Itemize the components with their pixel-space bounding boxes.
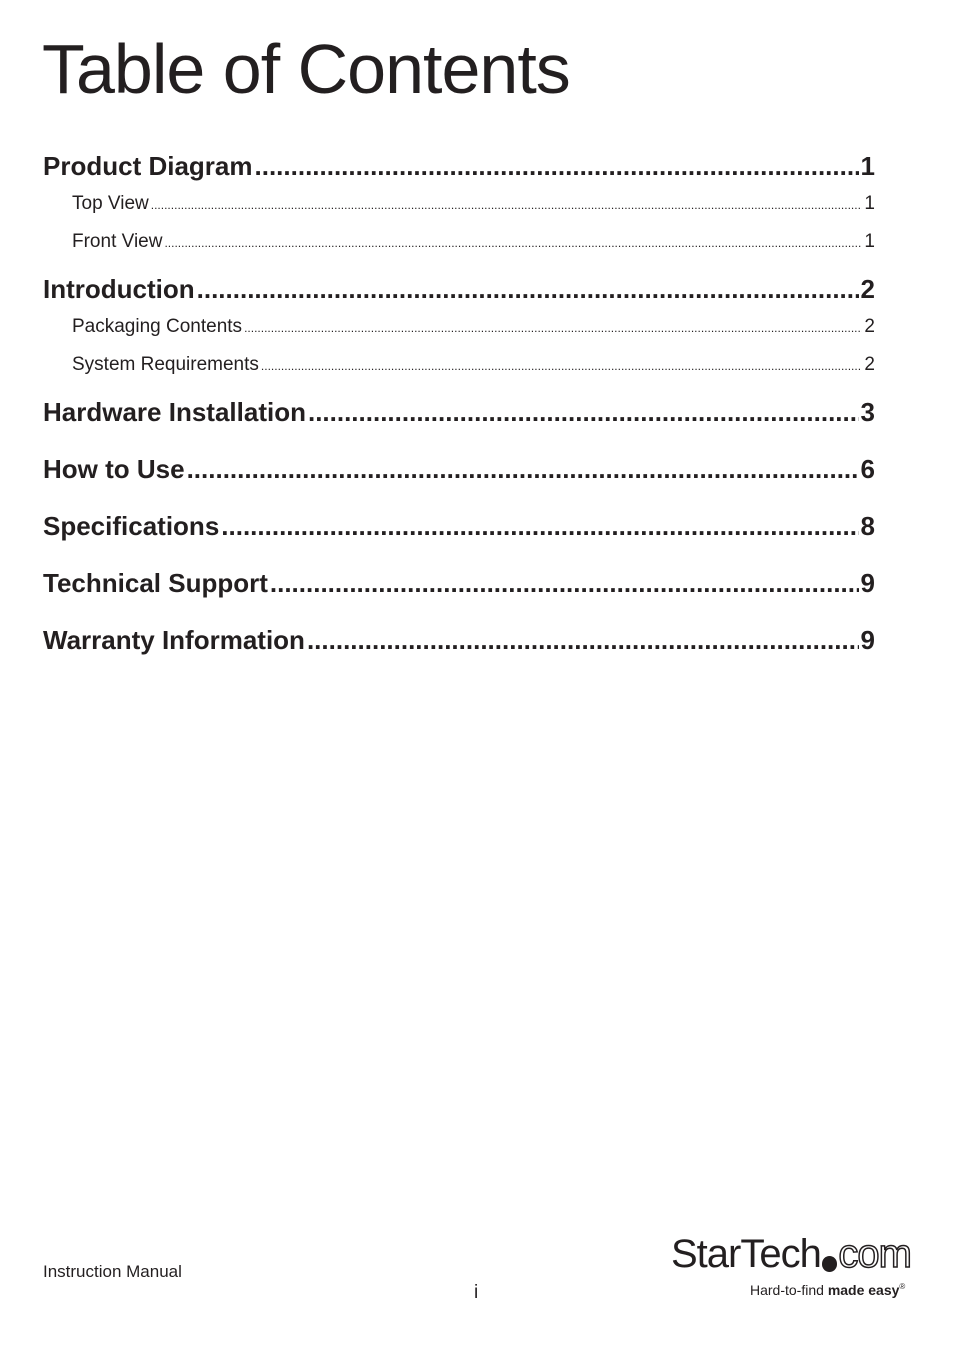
toc-entry-page: 2 [864, 316, 875, 337]
toc-entry-label: System Requirements [72, 354, 259, 375]
dot-leader [244, 313, 862, 343]
toc-entry-label: Hardware Installation [43, 397, 306, 427]
logo-wordmark [671, 1232, 911, 1276]
toc-entry-introduction[interactable] [43, 271, 875, 307]
toc-entry-page: 6 [860, 454, 875, 484]
toc-entry-front-view[interactable] [43, 227, 875, 257]
toc-entry-page: 8 [860, 511, 875, 541]
toc-entry-system-requirements[interactable] [43, 350, 875, 380]
logo-dot-icon [822, 1256, 838, 1272]
toc-entry-label: Front View [72, 231, 163, 252]
toc-entry-product-diagram[interactable] [43, 148, 875, 184]
toc-entry-technical-support[interactable] [43, 565, 875, 601]
toc-entry-page: 2 [860, 274, 875, 304]
toc-entry-specifications[interactable] [43, 508, 875, 544]
logo-brand-left: StarTech [671, 1232, 821, 1276]
toc-entry-page: 2 [864, 354, 875, 375]
toc-entry-label: Specifications [43, 511, 220, 541]
toc-entry-label: Introduction [43, 274, 195, 304]
dot-leader [255, 148, 859, 184]
dot-leader [221, 508, 858, 544]
startech-logo [671, 1232, 911, 1302]
table-of-contents [43, 148, 875, 658]
toc-entry-label: Packaging Contents [72, 316, 243, 337]
toc-entry-page: 1 [864, 193, 875, 214]
toc-entry-packaging-contents[interactable] [43, 312, 875, 342]
toc-entry-hardware-installation[interactable] [43, 394, 875, 430]
toc-entry-label: Warranty Information [43, 625, 305, 655]
toc-entry-page: 1 [860, 151, 875, 181]
registered-mark: ® [899, 1282, 906, 1291]
dot-leader [307, 622, 859, 658]
logo-tagline [750, 1282, 905, 1298]
dot-leader [308, 394, 859, 430]
page-title: Table of Contents [42, 30, 570, 108]
tagline-bold: made easy [827, 1282, 900, 1298]
toc-entry-label: How to Use [43, 454, 185, 484]
document-type-label: Instruction Manual [43, 1262, 182, 1281]
toc-entry-top-view[interactable] [43, 189, 875, 219]
toc-entry-label: Product Diagram [43, 151, 253, 181]
logo-brand-right: com [838, 1232, 911, 1276]
dot-leader [197, 271, 859, 307]
dot-leader [270, 565, 859, 601]
toc-entry-warranty-information[interactable] [43, 622, 875, 658]
toc-entry-how-to-use[interactable] [43, 451, 875, 487]
dot-leader [187, 451, 859, 487]
toc-entry-page: 1 [864, 231, 875, 252]
toc-entry-page: 9 [860, 568, 875, 598]
toc-entry-label: Top View [72, 193, 149, 214]
tagline-regular: Hard-to-find [750, 1282, 824, 1298]
toc-entry-page: 3 [860, 397, 875, 427]
dot-leader [164, 228, 862, 258]
dot-leader [151, 190, 863, 220]
toc-entry-label: Technical Support [43, 568, 268, 598]
page-number: i [474, 1282, 479, 1303]
toc-entry-page: 9 [860, 625, 875, 655]
dot-leader [261, 351, 863, 381]
